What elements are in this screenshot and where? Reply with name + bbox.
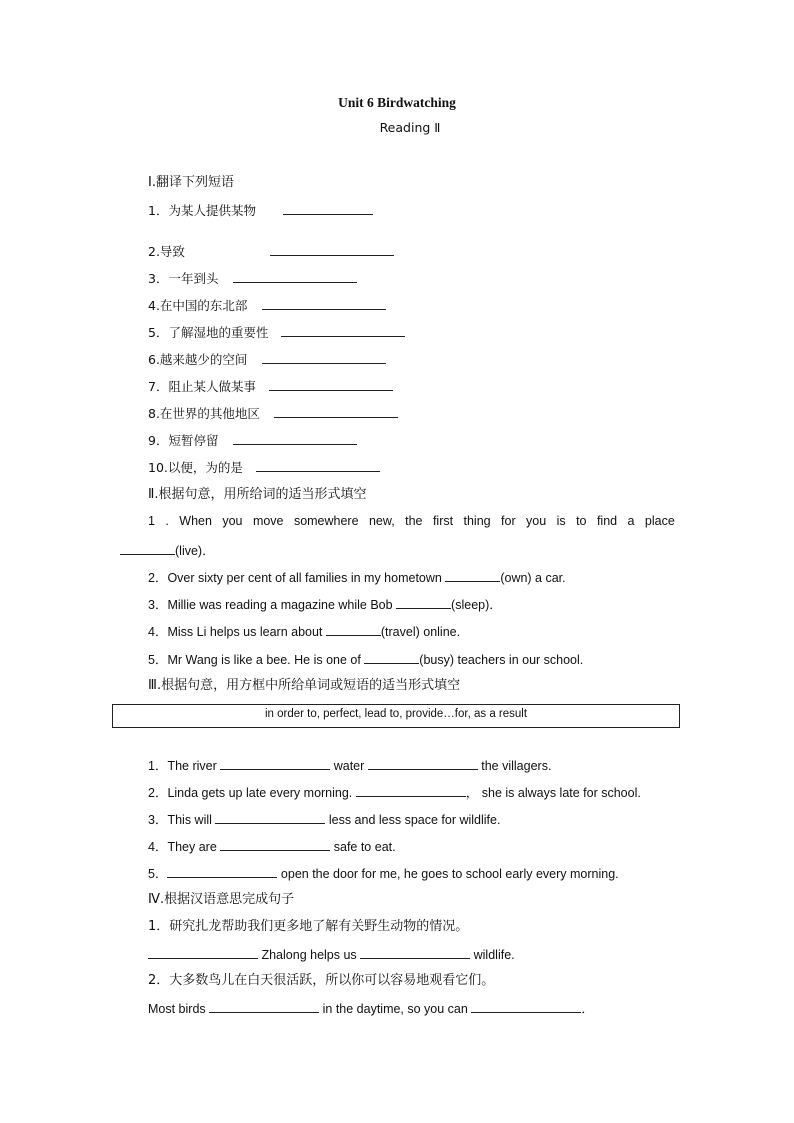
question-text: (sleep)． — [451, 598, 502, 612]
answer-blank[interactable] — [256, 459, 380, 472]
answer-blank[interactable] — [220, 838, 330, 851]
section-1-heading: Ⅰ.翻译下列短语 — [148, 175, 234, 190]
word: a — [627, 514, 635, 528]
word: When — [179, 514, 212, 528]
question-text: (busy) teachers in our school. — [419, 653, 584, 667]
answer-blank[interactable] — [364, 651, 419, 664]
question-text: 2．Over sixty per cent of all families in my hometown — [148, 571, 446, 585]
word: new, — [368, 514, 395, 528]
question-3-5 — [148, 865, 619, 882]
answer-blank[interactable] — [262, 297, 386, 310]
question-text: ． — [581, 1002, 594, 1016]
question-text: (own) a car. — [500, 571, 566, 585]
phrase-item-3 — [148, 270, 357, 287]
answer-blank[interactable] — [167, 865, 277, 878]
question-4-2-prompt: 2．大多数鸟儿在白天很活跃，所以你可以容易地观看它们。 — [148, 973, 495, 988]
phrase-text: 8.在世界的其他地区 — [148, 406, 260, 421]
phrase-text: 3．一年到头 — [148, 271, 219, 286]
phrase-text: 5．了解湿地的重要性 — [148, 325, 269, 340]
question-4-1-prompt: 1．研究扎龙帮助我们更多地了解有关野生动物的情况。 — [148, 919, 469, 934]
question-4-2-answer — [148, 1000, 594, 1017]
phrase-text: 6.越来越少的空间 — [148, 352, 248, 367]
phrase-item-2 — [148, 243, 394, 260]
question-text: 3．This will — [148, 813, 216, 827]
question-2-5 — [148, 651, 583, 668]
answer-blank[interactable] — [283, 202, 373, 215]
question-4-1-answer — [148, 946, 515, 963]
answer-blank[interactable] — [360, 946, 470, 959]
answer-blank[interactable] — [396, 596, 451, 609]
word: is — [556, 514, 566, 528]
question-2-3 — [148, 596, 502, 613]
word: for — [501, 514, 516, 528]
word: you — [526, 514, 547, 528]
word: somewhere — [293, 514, 359, 528]
section-4-heading: Ⅳ.根据汉语意思完成句子 — [148, 892, 295, 907]
answer-blank[interactable] — [270, 243, 394, 256]
question-text: (travel) online. — [380, 625, 461, 639]
phrase-text: 10.以便，为的是 — [148, 460, 243, 475]
question-2-4 — [148, 623, 460, 640]
question-text: Zhalong helps us — [258, 948, 361, 962]
phrase-item-9 — [148, 432, 357, 449]
word: the — [405, 514, 423, 528]
phrase-text: 1．为某人提供某物 — [148, 203, 256, 218]
answer-blank[interactable] — [148, 946, 258, 959]
word: 1 — [148, 514, 155, 528]
question-text: 5． — [148, 867, 168, 881]
question-text: ， she is always late for school. — [465, 786, 641, 800]
answer-blank[interactable] — [281, 324, 405, 337]
answer-blank[interactable] — [209, 1000, 319, 1013]
phrase-item-6 — [148, 351, 386, 368]
phrase-text: 2.导致 — [148, 244, 185, 259]
question-3-1 — [148, 757, 551, 774]
question-text: Most birds — [148, 1002, 210, 1016]
question-text: open the door for me, he goes to school early every morning. — [277, 867, 619, 881]
word: to — [576, 514, 587, 528]
phrase-item-8 — [148, 405, 398, 422]
question-2-2 — [148, 569, 566, 586]
phrase-item-1 — [148, 202, 373, 219]
question-text: water — [330, 759, 368, 773]
phrase-item-4 — [148, 297, 386, 314]
question-text: safe to eat. — [330, 840, 396, 854]
phrase-item-10 — [148, 459, 380, 476]
question-2-1-line — [148, 514, 675, 528]
answer-blank[interactable] — [356, 784, 466, 797]
phrase-text: 4.在中国的东北部 — [148, 298, 248, 313]
section-3-heading: Ⅲ.根据句意，用方框中所给单词或短语的适当形式填空 — [148, 678, 461, 693]
question-text: 4．Miss Li helps us learn about — [148, 625, 326, 639]
answer-blank[interactable] — [220, 757, 330, 770]
word-bank-box: in order to, perfect, lead to, provide…for, as a result — [112, 704, 680, 728]
question-text: wildlife. — [470, 948, 515, 962]
answer-blank[interactable] — [215, 811, 325, 824]
answer-blank[interactable] — [262, 351, 386, 364]
answer-blank[interactable] — [233, 270, 357, 283]
answer-blank[interactable] — [368, 757, 478, 770]
phrase-text: 7．阻止某人做某事 — [148, 379, 256, 394]
word: . — [165, 514, 169, 528]
page-title: Unit 6 Birdwatching — [338, 95, 456, 110]
phrase-item-7 — [148, 378, 393, 395]
phrase-item-5 — [148, 324, 405, 341]
page-subtitle: Reading Ⅱ — [379, 120, 441, 135]
word: thing — [463, 514, 491, 528]
question-text: 5．Mr Wang is like a bee. He is one of — [148, 653, 365, 667]
question-2-1-continued — [120, 542, 215, 559]
answer-blank[interactable] — [120, 542, 175, 555]
question-text: 1．The river — [148, 759, 221, 773]
question-text: 3．Millie was reading a magazine while Bob — [148, 598, 397, 612]
answer-blank[interactable] — [269, 378, 393, 391]
hint-text: (live)． — [175, 544, 215, 558]
question-3-3 — [148, 811, 500, 828]
answer-blank[interactable] — [233, 432, 357, 445]
question-3-2 — [148, 784, 641, 801]
word: first — [432, 514, 454, 528]
section-2-heading: Ⅱ.根据句意，用所给词的适当形式填空 — [148, 487, 367, 502]
word: find — [596, 514, 618, 528]
question-text: less and less space for wildlife. — [325, 813, 501, 827]
answer-blank[interactable] — [326, 623, 381, 636]
phrase-text: 9．短暂停留 — [148, 433, 219, 448]
word: you — [222, 514, 243, 528]
word: move — [252, 514, 284, 528]
question-text: in the daytime, so you can — [319, 1002, 472, 1016]
answer-blank[interactable] — [445, 569, 500, 582]
question-text: the villagers. — [477, 759, 552, 773]
answer-blank[interactable] — [274, 405, 398, 418]
question-text: 4．They are — [148, 840, 221, 854]
word: place — [644, 514, 675, 528]
question-text: 2．Linda gets up late every morning. — [148, 786, 356, 800]
answer-blank[interactable] — [471, 1000, 581, 1013]
question-3-4 — [148, 838, 396, 855]
